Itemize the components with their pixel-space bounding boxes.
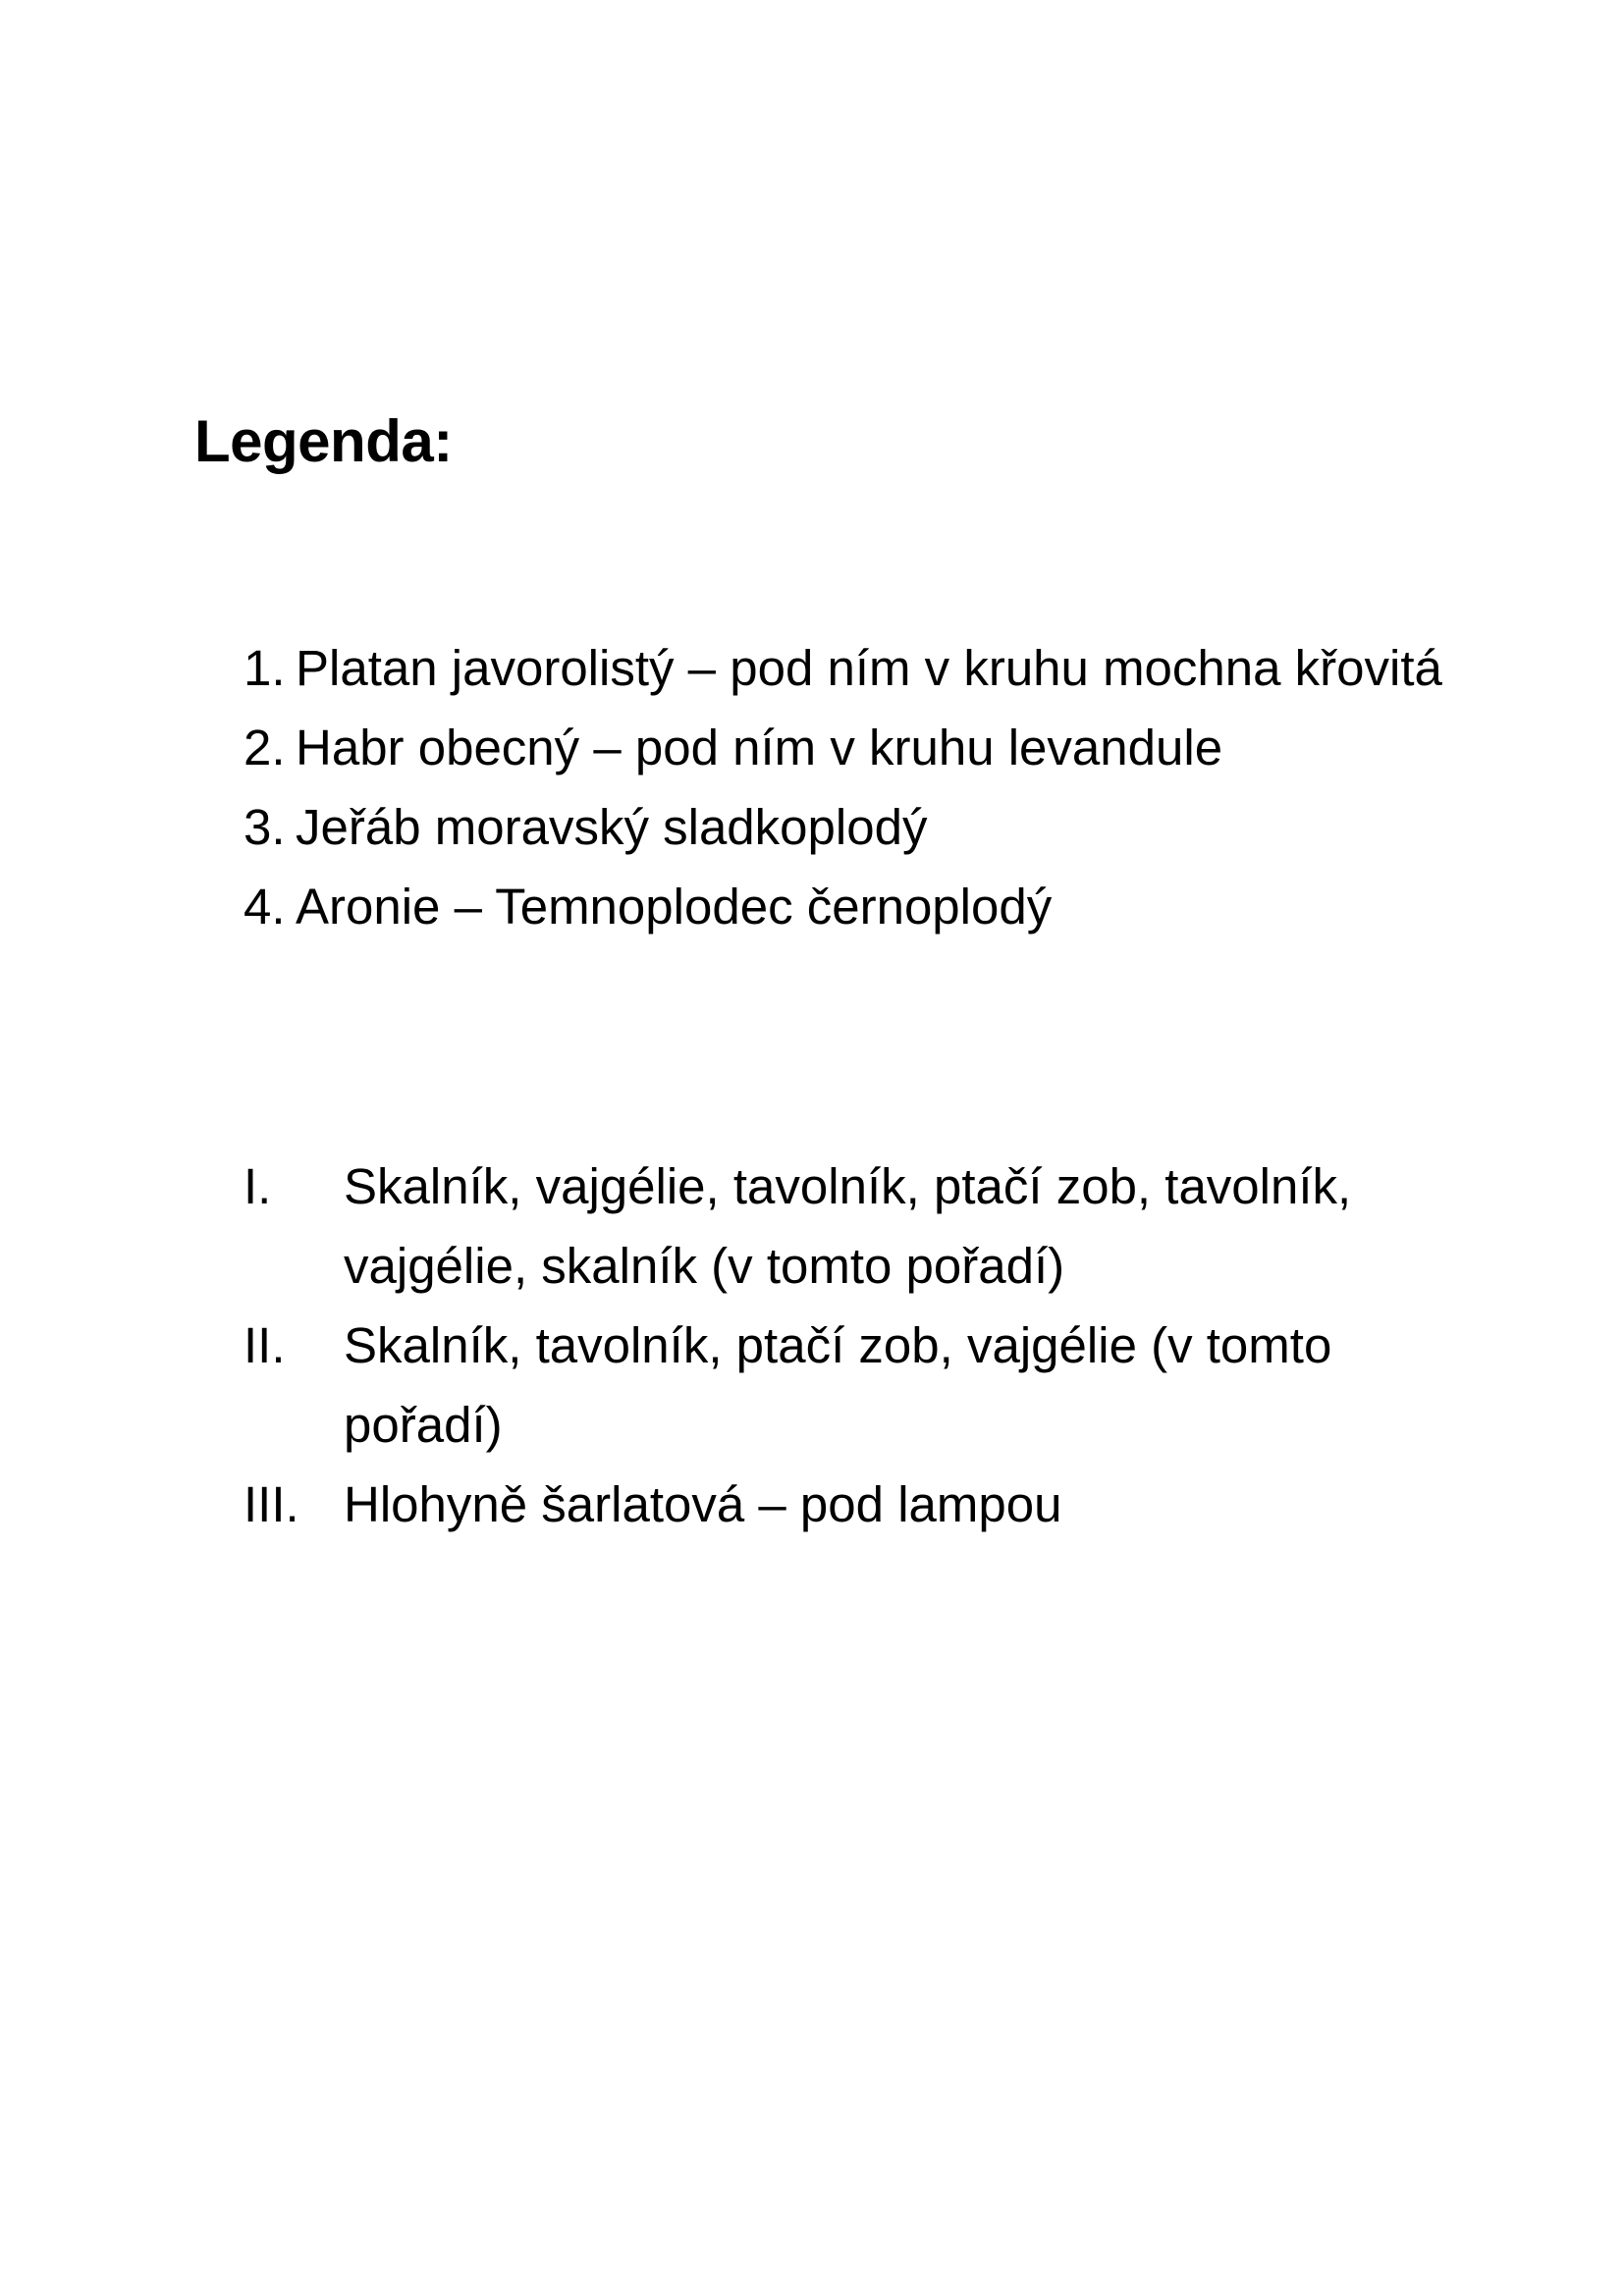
list-item xyxy=(244,628,1471,708)
list-item-roman-numeral: III. xyxy=(244,1476,299,1532)
list-item xyxy=(244,708,1471,787)
list-item-number: 2. xyxy=(244,720,286,775)
numbered-legend-list xyxy=(244,628,1471,946)
list-item-text: Skalník, vajgélie, tavolník, ptačí zob, tavolník, vajgélie, skalník (v tomto pořadí) xyxy=(344,1158,1352,1294)
list-item xyxy=(244,867,1471,946)
list-item xyxy=(244,1147,1471,1306)
list-item-roman-numeral: II. xyxy=(244,1317,286,1373)
list-item-roman-numeral: I. xyxy=(244,1158,272,1214)
list-item-text: Aronie – Temnoplodec černoplodý xyxy=(296,879,1053,934)
list-item xyxy=(244,787,1471,867)
legend-heading: Legenda: xyxy=(194,408,453,474)
list-item-text: Hlohyně šarlatová – pod lampou xyxy=(344,1476,1062,1532)
list-item-text: Habr obecný – pod ním v kruhu levandule xyxy=(296,720,1223,775)
list-item-number: 1. xyxy=(244,640,286,696)
list-item-number: 4. xyxy=(244,879,286,934)
list-item xyxy=(244,1306,1471,1465)
roman-legend-list xyxy=(244,1147,1471,1544)
list-item-text: Jeřáb moravský sladkoplodý xyxy=(296,799,928,855)
list-item-number: 3. xyxy=(244,799,286,855)
list-item-text: Skalník, tavolník, ptačí zob, vajgélie (v tomto pořadí) xyxy=(344,1317,1332,1453)
list-item xyxy=(244,1465,1471,1544)
list-item-text: Platan javorolistý – pod ním v kruhu mochna křovitá xyxy=(296,640,1442,696)
